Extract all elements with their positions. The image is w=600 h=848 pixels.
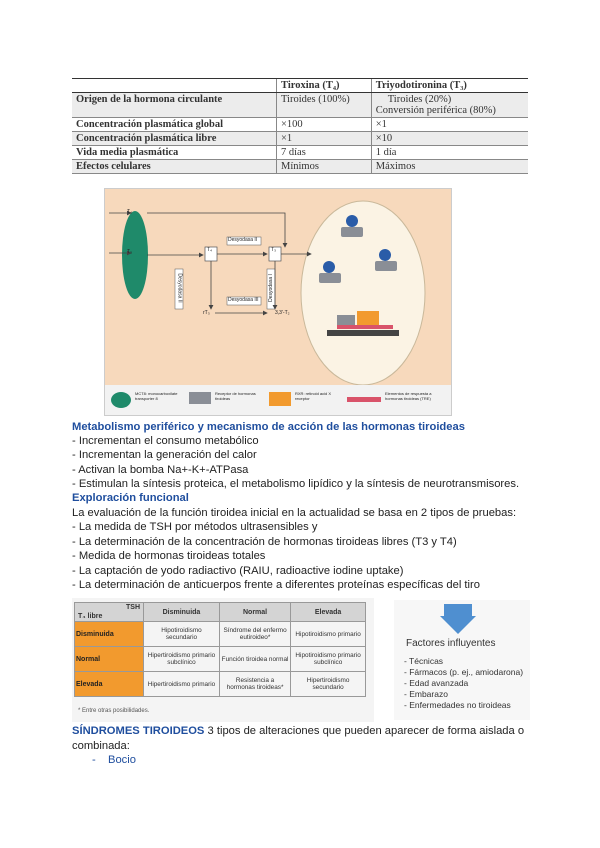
factors-title: Factores influyentes [406, 638, 496, 649]
t2-label: 3,3'-T₂ [275, 310, 290, 316]
syndromes-text-cont: combinada: [72, 740, 130, 752]
exploration-heading: Exploración funcional [72, 492, 189, 504]
t3-hormone-icon [323, 261, 335, 273]
corner-top-label: TSH [126, 604, 140, 611]
t3-hormone-icon [346, 215, 358, 227]
table-cell: Función tiroidea normal [219, 647, 290, 672]
corner-cell [75, 603, 144, 622]
legend-text: MCT8: monocarboxilate transporter 8 [135, 391, 178, 401]
syndrome-item-bocio[interactable]: Bocio [108, 754, 136, 766]
t4-cell: Tiroides (100%) [277, 93, 372, 118]
table-row [72, 160, 528, 174]
t3-box-label: T₃ [271, 247, 277, 253]
row-header: Elevada [75, 672, 144, 697]
table-cell: Hipertiroidismo secundario [291, 672, 366, 697]
t4-cell: ×1 [277, 132, 372, 146]
t3-cell: ×1 [371, 118, 528, 132]
factor-item: - Fármacos (p. ej., amiodarona) [404, 667, 524, 677]
legend-text: Receptor de hormonas tiroideas [215, 391, 256, 401]
table-cell: Hipertiroidismo primario subclínico [144, 647, 220, 672]
t3-label: T₃ [127, 249, 133, 255]
table-header-row [72, 79, 528, 93]
factor-item: - Técnicas [404, 656, 444, 666]
receptor-icon [319, 273, 341, 283]
table-cell: Hipotiroidismo secundario [144, 622, 220, 647]
t3-line: Conversión periférica (80%) [375, 105, 496, 116]
deiodinase-label: Desyodasa II [176, 273, 183, 303]
row-label: Efectos celulares [72, 160, 277, 174]
table-row [72, 132, 528, 146]
legend-text: RXR: retinoid acid X receptor [295, 391, 332, 401]
syndromes-text: 3 tipos de alteraciones que pueden aparecer de forma aislada o [204, 725, 525, 737]
table-header-row [75, 603, 366, 622]
table-cell: Resistencia a hormonas tiroideas* [219, 672, 290, 697]
header-cell: Tiroxina (T₄) [277, 79, 372, 93]
column-header: Elevada [291, 603, 366, 622]
factor-item: - Edad avanzada [404, 678, 469, 688]
deiodinase-label: Desyodasa I [267, 274, 274, 302]
t4-box-label: T₄ [207, 247, 213, 253]
factor-item: - Embarazo [404, 689, 448, 699]
receptor-icon [375, 261, 397, 271]
factor-item: - Enfermedades no tiroideas [404, 700, 511, 710]
receptor-icon [341, 227, 363, 237]
list-item: - Medida de hormonas tiroideas totales [72, 550, 266, 562]
table-row [75, 647, 366, 672]
table-row [75, 622, 366, 647]
metabolism-heading: Metabolismo periférico y mecanismo de acción de las hormonas tiroideas [72, 421, 465, 433]
row-label: Vida media plasmática [72, 146, 277, 160]
row-label: Concentración plasmática global [72, 118, 277, 132]
mct8-transporter [122, 211, 148, 299]
exploration-intro: La evaluación de la función tiroidea inicial en la actualidad se basa en 2 tipos de pruebas: [72, 507, 517, 519]
row-header: Normal [75, 647, 144, 672]
receptor-legend-icon [189, 392, 211, 404]
list-item: - Activan la bomba Na+-K+-ATPasa [72, 464, 249, 476]
tsh-interpretation-table [74, 602, 366, 697]
rxr-legend-icon [269, 392, 291, 406]
table-cell: Hipotiroidismo primario [291, 622, 366, 647]
tre-icon [337, 325, 393, 329]
down-arrow-icon [438, 602, 478, 636]
dna-strand [327, 330, 399, 336]
column-header: Disminuida [144, 603, 220, 622]
bullet-dash: - [92, 754, 96, 766]
t3-cell: ×10 [371, 132, 528, 146]
table-cell: Síndrome del enfermo eutiroideo* [219, 622, 290, 647]
t3-cell: 1 día [371, 146, 528, 160]
t3-cell [371, 93, 528, 118]
table-row [72, 93, 528, 118]
t3-hormone-icon [379, 249, 391, 261]
deiodinase-label: Desyodasa III [228, 297, 259, 303]
list-item: - Incrementan el consumo metabólico [72, 435, 259, 447]
table-row [72, 118, 528, 132]
rt3-label: rT₃ [203, 310, 210, 316]
deiodinase-label: Desyodasa II [228, 237, 258, 243]
diagram-svg [105, 189, 451, 415]
tsh-interpretation-figure [72, 598, 374, 722]
t4-cell: ×100 [277, 118, 372, 132]
table-cell: Hipertiroidismo primario [144, 672, 220, 697]
header-cell: Triyodotironina (T₃) [371, 79, 528, 93]
header-cell [72, 79, 277, 93]
hormone-comparison-table [72, 78, 528, 174]
mct8-legend-icon [111, 392, 131, 408]
factors-panel [394, 600, 530, 720]
t4-cell: Mínimos [277, 160, 372, 174]
row-label: Origen de la hormona circulante [72, 93, 277, 118]
table-cell: Hipotiroidismo primario subclínico [291, 647, 366, 672]
corner-bottom-label: T₄ libre [78, 613, 103, 620]
syndromes-paragraph [72, 724, 524, 739]
list-item: - Incrementan la generación del calor [72, 449, 257, 461]
table-row [75, 672, 366, 697]
rxr-icon [357, 311, 379, 325]
list-item: - Estimulan la síntesis proteica, el metabolismo lipídico y la síntesis de neurotransmisores. [72, 478, 520, 490]
t4-cell: 7 días [277, 146, 372, 160]
list-item: - La determinación de anticuerpos frente a diferentes proteínas específicas del tiro [72, 579, 480, 591]
row-header: Disminuida [75, 622, 144, 647]
nucleus [301, 201, 425, 385]
table-row [72, 146, 528, 160]
column-header: Normal [219, 603, 290, 622]
legend-text: Elementos de respuesta a hormonas tiroideas (TRE) [385, 391, 432, 401]
receptor-icon [337, 315, 355, 325]
list-item: - La captación de yodo radiactivo (RAIU, radioactive iodine uptake) [72, 565, 404, 577]
tre-legend-icon [347, 397, 381, 402]
t4-label: T₄ [127, 209, 133, 215]
t3-line: Tiroides (20%) [387, 94, 452, 105]
row-label: Concentración plasmática libre [72, 132, 277, 146]
table-footnote: * Entre otras posibilidades. [78, 708, 150, 714]
syndromes-heading: SÍNDROMES TIROIDEOS [72, 725, 205, 737]
list-item: - La determinación de la concentración de hormonas tiroideas libres (T3 y T4) [72, 536, 457, 548]
t3-cell: Máximos [371, 160, 528, 174]
thyroid-metabolism-diagram [104, 188, 452, 416]
list-item: - La medida de TSH por métodos ultrasensibles y [72, 521, 318, 533]
